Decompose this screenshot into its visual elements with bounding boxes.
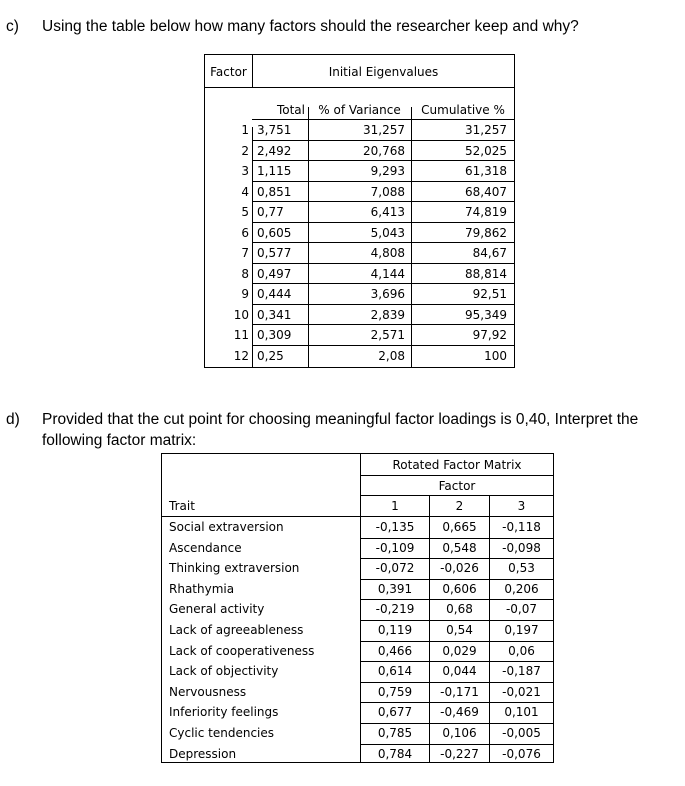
fm-loading-f3: -0,187 [502, 664, 541, 679]
eigen-factor-col-line [252, 127, 253, 368]
fm-loading-f2: 0,106 [442, 726, 477, 740]
eigen-cumulative-cell: 97,92 [472, 328, 507, 342]
eigen-variance-cell: 9,293 [370, 164, 405, 178]
eigen-factor-cell: 10 [233, 307, 249, 322]
eigen-variance-cell: 2,571 [370, 328, 405, 342]
eigen-total-cell: 1,115 [257, 164, 292, 178]
fm-row-line [360, 641, 554, 642]
eigen-total-cell: 0,444 [257, 287, 292, 301]
eigen-variance-cell: 7,088 [370, 184, 405, 199]
question-c-text: Using the table below how many factors should the researcher keep and why? [42, 18, 579, 35]
eigen-cumulative-cell: 31,257 [465, 123, 507, 137]
fm-trait-cell: Nervousness [169, 684, 247, 699]
eigen-total-cell: 0,25 [257, 348, 284, 363]
eigen-factor-cell: 8 [241, 266, 249, 281]
fm-trait-cell: Lack of agreeableness [169, 623, 304, 637]
eigen-total-cell: 0,341 [257, 307, 292, 322]
eigen-variance-cell: 6,413 [370, 205, 405, 219]
fm-title-divider [360, 475, 554, 476]
eigen-factor-header: Factor [210, 65, 247, 79]
eigen-row-line [252, 242, 515, 243]
eigen-variance-cell: 5,043 [370, 225, 405, 240]
fm-border-bottom [161, 762, 554, 763]
eigen-factor-cell: 9 [241, 287, 249, 301]
fm-loading-f1: 0,614 [377, 664, 413, 679]
eigen-cumulative-cell: 52,025 [465, 143, 507, 158]
fm-loading-f2: 0,548 [442, 540, 477, 555]
fm-trait-cell: Lack of cooperativeness [169, 643, 315, 658]
fm-trait-cell: General activity [169, 602, 265, 617]
fm-loading-f2: -0,227 [440, 746, 479, 761]
fm-loading-f2: -0,171 [440, 684, 479, 699]
fm-row-line [360, 723, 554, 724]
eigen-total-cell: 0,309 [257, 328, 292, 342]
eigen-factor-cell: 4 [241, 184, 249, 199]
fm-trait-cell: Inferiority feelings [169, 705, 279, 720]
eigen-total-cell: 0,577 [257, 246, 292, 260]
eigen-header-divider-h [204, 87, 515, 88]
fm-loading-f3: 0,101 [504, 705, 539, 720]
eigen-row-line [252, 222, 515, 223]
question-d-text: Provided that the cut point for choosing meaningful factor loadings is 0,40, Interpret the following factor matrix: [42, 411, 639, 449]
eigen-total-cell: 2,492 [257, 143, 292, 158]
eigen-factor-cell: 12 [233, 348, 249, 363]
eigen-variance-cell: 20,768 [363, 143, 405, 158]
fm-loading-f2: 0,044 [442, 664, 477, 679]
fm-loading-f3: -0,076 [502, 746, 541, 761]
fm-loading-f1: 0,119 [377, 623, 413, 637]
fm-trait-cell: Depression [169, 746, 237, 761]
fm-row-line [360, 620, 554, 621]
fm-trait-cell: Lack of objectivity [169, 664, 279, 679]
eigen-factor-cell: 11 [233, 328, 249, 342]
eigen-factor-cell: 6 [241, 225, 249, 240]
eigen-total-cell: 0,605 [257, 225, 292, 240]
eigen-cumulative-cell: 100 [484, 348, 507, 363]
fm-row-line [360, 558, 554, 559]
fm-trait-cell: Thinking extraversion [169, 561, 300, 576]
eigen-cumulative-cell: 61,318 [465, 164, 507, 178]
fm-loading-f3: 0,53 [508, 561, 535, 576]
eigen-cumulative-cell: 79,862 [465, 225, 507, 240]
eigen-cumulative-cell: 92,51 [472, 287, 507, 301]
eigenvalue-table [204, 54, 515, 368]
eigen-total-cell: 0,77 [257, 205, 284, 219]
fm-border-right [553, 453, 554, 763]
fm-row-line [360, 702, 554, 703]
eigen-variance-cell: 31,257 [363, 123, 405, 137]
fm-row-line [360, 579, 554, 580]
fm-row-line [360, 682, 554, 683]
eigen-variance-cell: 4,808 [370, 246, 405, 260]
eigen-total-cell: 0,497 [257, 266, 292, 281]
eigen-row-line [252, 283, 515, 284]
fm-border-left [161, 453, 162, 763]
fm-factor-number-1: 1 [391, 499, 399, 513]
fm-loading-f1: 0,466 [377, 643, 413, 658]
question-d-label: d) [6, 411, 20, 428]
fm-factor-divider [360, 495, 554, 496]
fm-trait-cell: Cyclic tendencies [169, 726, 275, 740]
eigen-col-cumulative: Cumulative % [421, 103, 505, 117]
fm-loading-f3: -0,021 [502, 684, 541, 699]
fm-loading-f3: 0,206 [504, 581, 539, 596]
eigen-row-line [252, 263, 515, 264]
eigen-group-header: Initial Eigenvalues [328, 65, 439, 79]
eigen-cumulative-cell: 88,814 [465, 266, 507, 281]
fm-loading-f3: -0,118 [502, 520, 541, 534]
eigen-factor-cell: 3 [241, 164, 249, 178]
fm-loading-f2: 0,54 [446, 623, 473, 637]
eigen-row-line [252, 345, 515, 346]
fm-loading-f2: 0,665 [442, 520, 477, 534]
fm-loading-f2: -0,026 [440, 561, 479, 576]
fm-loading-f1: -0,109 [375, 540, 415, 555]
eigen-variance-cell: 2,839 [370, 307, 405, 322]
fm-loading-f1: -0,072 [375, 561, 415, 576]
eigen-cumulative-cell: 74,819 [465, 205, 507, 219]
eigen-row-line [252, 324, 515, 325]
fm-loading-f3: 0,197 [504, 623, 539, 637]
fm-loading-f3: -0,07 [505, 602, 538, 617]
eigen-row-line [252, 181, 515, 182]
fm-loading-f3: -0,098 [502, 540, 541, 555]
fm-trait-cell: Social extraversion [169, 520, 284, 534]
fm-row-line [360, 744, 554, 745]
eigen-variance-cell: 3,696 [370, 287, 405, 301]
fm-row-line [360, 599, 554, 600]
fm-trait-header: Trait [169, 499, 195, 513]
eigen-border-top [204, 54, 515, 55]
eigen-total-cell: 3,751 [257, 123, 292, 137]
fm-loading-f3: -0,005 [502, 726, 541, 740]
fm-header-bottom-line [161, 516, 554, 517]
fm-row-line [360, 661, 554, 662]
eigen-row-line [252, 119, 515, 120]
eigen-col-variance: % of Variance [318, 103, 401, 117]
eigen-col-total: Total [276, 103, 305, 117]
fm-title: Rotated Factor Matrix [392, 458, 522, 472]
eigen-variance-cell: 4,144 [370, 266, 405, 281]
eigen-cumulative-cell: 68,407 [465, 184, 507, 199]
eigen-factor-cell: 5 [241, 205, 249, 219]
fm-loading-f2: -0,469 [440, 705, 479, 720]
eigen-row-line [252, 140, 515, 141]
fm-loading-f2: 0,606 [442, 581, 477, 596]
eigen-row-line [252, 160, 515, 161]
fm-loading-f1: 0,785 [377, 726, 413, 740]
eigen-cumulative-cell: 95,349 [465, 307, 507, 322]
eigen-variance-cell: 2,08 [378, 348, 405, 363]
fm-loading-f2: 0,68 [446, 602, 473, 617]
fm-loading-f2: 0,029 [442, 643, 477, 658]
fm-trait-cell: Rhathymia [169, 581, 235, 596]
eigen-row-line [252, 201, 515, 202]
fm-factor-number-2: 2 [455, 499, 464, 513]
eigen-total-cell: 0,851 [257, 184, 292, 199]
fm-factor-number-3: 3 [517, 499, 526, 513]
eigen-border-bottom [204, 367, 515, 368]
eigen-border-right [514, 54, 515, 368]
factor-matrix-table [161, 453, 554, 763]
fm-loading-f3: 0,06 [508, 643, 535, 658]
fm-border-top [161, 453, 554, 454]
eigen-factor-cell: 7 [241, 246, 249, 260]
fm-loading-f1: 0,677 [377, 705, 413, 720]
fm-loading-f1: -0,135 [375, 520, 415, 534]
fm-trait-cell: Ascendance [169, 540, 242, 555]
eigen-factor-cell: 2 [241, 143, 249, 158]
fm-loading-f1: 0,759 [377, 684, 413, 699]
fm-factor-header: Factor [438, 479, 476, 493]
eigen-factor-cell: 1 [241, 123, 249, 137]
eigen-row-line [252, 304, 515, 305]
fm-loading-f1: -0,219 [375, 602, 415, 617]
question-c-label: c) [6, 18, 19, 35]
fm-loading-f1: 0,784 [377, 746, 413, 761]
fm-loading-f1: 0,391 [377, 581, 413, 596]
fm-row-line [360, 538, 554, 539]
eigen-cumulative-cell: 84,67 [472, 246, 507, 260]
